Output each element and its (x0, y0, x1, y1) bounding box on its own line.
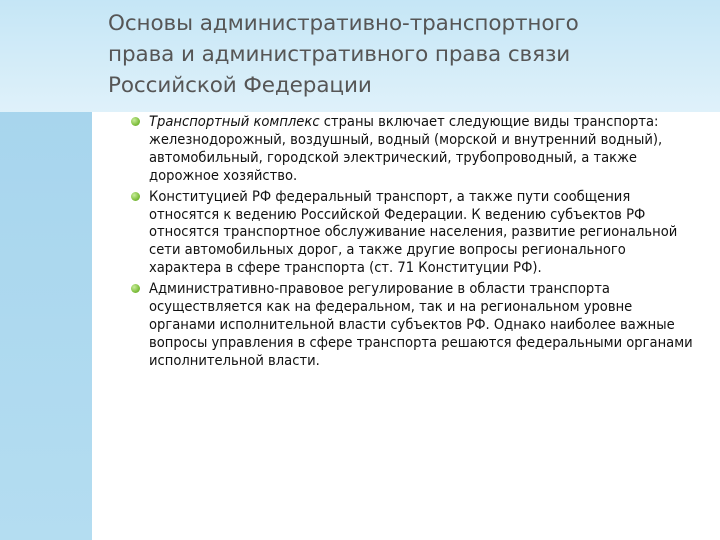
bullet-dot-icon (131, 192, 140, 201)
slide-title-line: Российской Федерации (108, 73, 372, 98)
slide-title-line: Основы административно-транспортного (108, 11, 579, 36)
bullet-text: Конституцией РФ федеральный транспорт, а также пути сообщения относятся к ведению Российской Федерации. К ведению субъектов РФ относятся транспортное обслуживание населения, развитие региональной сети автомобильных дорог, а также другие вопросы регионального характера в сфере транспорта (ст. 71 Конституции РФ). (149, 187, 678, 277)
bullet-dot-icon (131, 117, 140, 126)
bullet-emphasis: Транспортный комплекс (149, 113, 320, 130)
slide-title (108, 8, 698, 101)
bullet-item (128, 280, 702, 370)
bullet-dot-icon (131, 284, 140, 293)
bullet-text: Административно-правовое регулирование в области транспорта осуществляется как на федеральном, так и на региональном уровне органами исполнительной власти субъектов РФ. Однако наиболее важные вопросы управления в сфере транспорта решаются федеральными органами исполнительной власти. (149, 280, 693, 369)
bullet-item (128, 113, 702, 185)
slide-title-line: права и административного права связи (108, 42, 571, 67)
bullet-item (128, 188, 702, 278)
bullet-list (128, 113, 702, 373)
bullet-text: страны включает следующие виды транспорта: железнодорожный, воздушный, водный (морской и внутренний водный), автомобильный, городской электрический, трубопроводный, а также дорожное хозяйство. (149, 113, 663, 184)
